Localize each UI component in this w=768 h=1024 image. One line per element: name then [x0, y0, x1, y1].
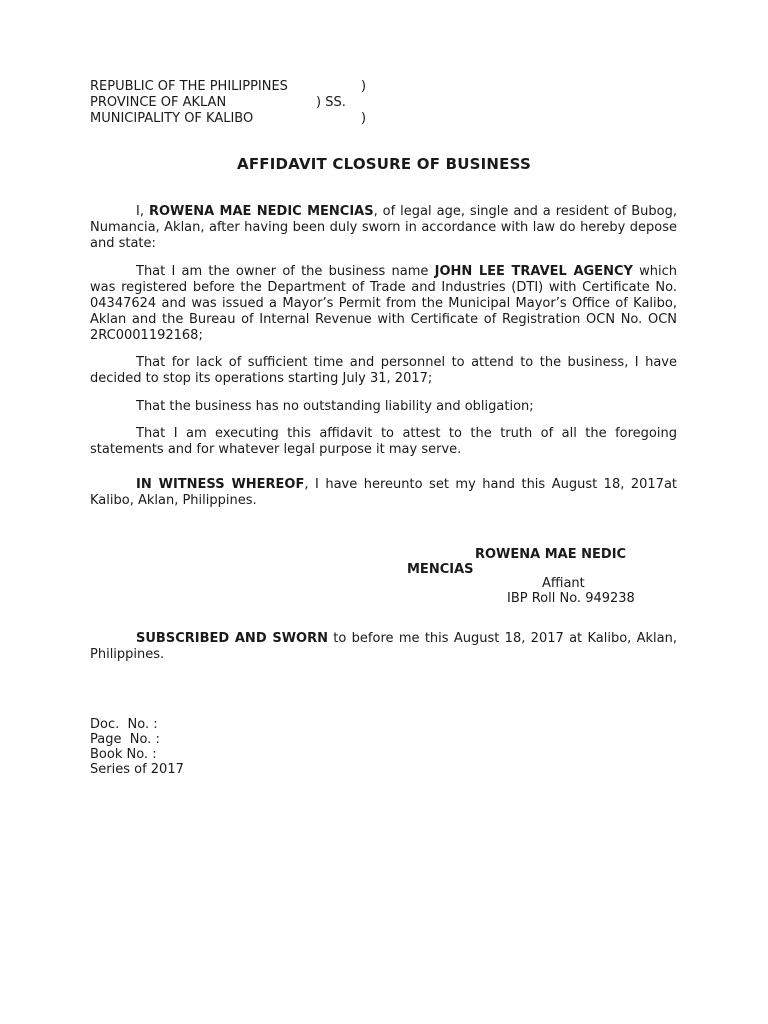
venue-paren: )	[361, 111, 367, 126]
venue-line-republic	[90, 79, 410, 95]
venue-block	[90, 79, 410, 127]
venue-province-text: PROVINCE OF AKLAN	[90, 95, 227, 110]
witness-lead: IN WITNESS WHEREOF	[136, 477, 305, 492]
venue-republic-text: REPUBLIC OF THE PHILIPPINES	[90, 79, 288, 94]
series-year: Series of 2017	[90, 762, 184, 777]
venue-line-province	[90, 95, 410, 111]
p1-pre: I,	[136, 204, 149, 219]
paragraph-purpose: That I am executing this affidavit to attest to the truth of all the foregoing statements and for whatever legal purpose it may serve.	[90, 426, 677, 457]
paragraph-identity	[90, 204, 677, 252]
page-number: Page No. :	[90, 732, 160, 747]
paragraph-jurat	[90, 631, 677, 663]
notarial-register	[90, 717, 184, 777]
signatory-name-line2: MENCIAS	[407, 562, 474, 577]
paragraph-ownership	[90, 264, 677, 344]
document-title: AFFIDAVIT CLOSURE OF BUSINESS	[237, 155, 531, 173]
venue-line-municipality	[90, 111, 410, 127]
p1-post: , of legal age, single and a resident of Bubog, Numancia, Aklan, after having been duly sworn in accordance with law do hereby depose and state:	[90, 204, 677, 251]
paragraph-no-liability: That the business has no outstanding liability and obligation;	[136, 399, 534, 414]
venue-municipality-text: MUNICIPALITY OF KALIBO	[90, 111, 254, 126]
venue-paren: )	[361, 79, 367, 94]
signature-block	[0, 547, 768, 607]
venue-ss: ) SS.	[316, 95, 346, 110]
business-name: JOHN LEE TRAVEL AGENCY	[434, 264, 633, 279]
jurat-lead: SUBSCRIBED AND SWORN	[136, 631, 328, 646]
ibp-roll-number: IBP Roll No. 949238	[507, 591, 635, 606]
signatory-name-line1: ROWENA MAE NEDIC	[475, 547, 627, 562]
doc-number: Doc. No. :	[90, 717, 158, 732]
signatory-role: Affiant	[542, 576, 585, 591]
affiant-name: ROWENA MAE NEDIC MENCIAS	[148, 204, 374, 219]
paragraph-witness	[90, 477, 677, 509]
witness-rest: , I have hereunto set my hand this August 18, 2017at Kalibo, Aklan, Philippines.	[90, 477, 678, 508]
paragraph-closure-reason: That for lack of sufficient time and personnel to attend to the business, I have decided to stop its operations starting July 31, 2017;	[90, 355, 677, 386]
book-number: Book No. :	[90, 747, 157, 762]
p2-post: which was registered before the Department of Trade and Industries (DTI) with Certificate No. 04347624 and was issued a Mayor’s Permit from the Municipal Mayor’s Office of Kalibo, Aklan and the Bureau of Internal Revenue with Certificate of Registration OCN No. OCN 2RC0001192168;	[90, 264, 678, 343]
p2-pre: That I am the owner of the business name	[136, 264, 435, 279]
jurat-rest: to before me this August 18, 2017 at Kalibo, Aklan, Philippines.	[90, 631, 677, 662]
